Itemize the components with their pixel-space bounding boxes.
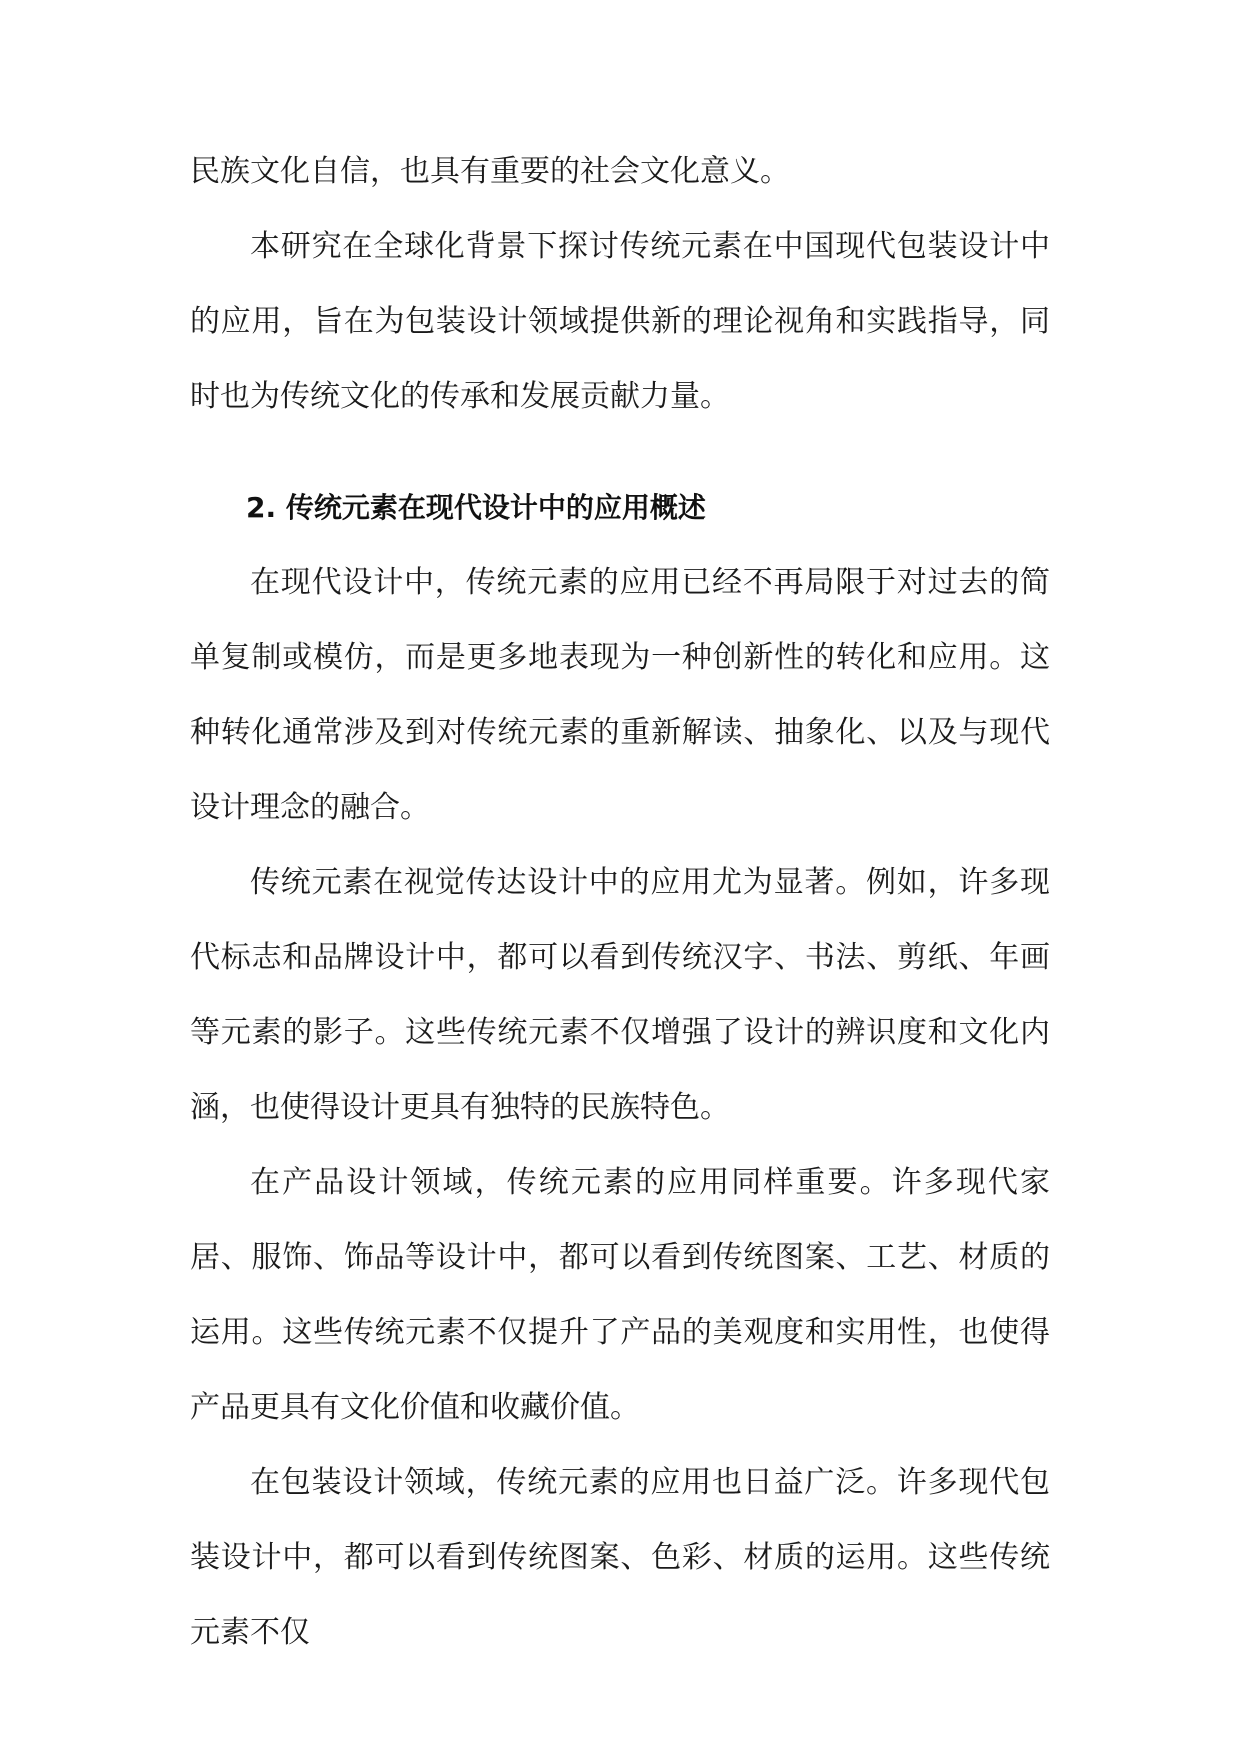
section-heading: 2. 传统元素在现代设计中的应用概述 xyxy=(246,491,706,524)
paragraph-modern-design: 在现代设计中，传统元素的应用已经不再局限于对过去的简单复制或模仿，而是更多地表现为一种创新性的转化和应用。这种转化通常涉及到对传统元素的重新解读、抽象化、以及与现代设计理念的融合。 xyxy=(190,565,1050,825)
paragraph-continuation: 民族文化自信，也具有重要的社会文化意义。 xyxy=(190,154,790,189)
paragraph-research-purpose: 本研究在全球化背景下探讨传统元素在中国现代包装设计中的应用，旨在为包装设计领域提供新的理论视角和实践指导，同时也为传统文化的传承和发展贡献力量。 xyxy=(190,229,1050,414)
paragraph-product-design: 在产品设计领域，传统元素的应用同样重要。许多现代家居、服饰、饰品等设计中，都可以看到传统图案、工艺、材质的运用。这些传统元素不仅提升了产品的美观度和实用性，也使得产品更具有文化价值和收藏价值。 xyxy=(190,1165,1050,1425)
section-2-block xyxy=(190,470,1050,1670)
paragraph-packaging-design: 在包装设计领域，传统元素的应用也日益广泛。许多现代包装设计中，都可以看到传统图案、色彩、材质的运用。这些传统元素不仅 xyxy=(190,1465,1050,1650)
paragraph-visual-communication: 传统元素在视觉传达设计中的应用尤为显著。例如，许多现代标志和品牌设计中，都可以看到传统汉字、书法、剪纸、年画等元素的影子。这些传统元素不仅增强了设计的辨识度和文化内涵，也使得设计更具有独特的民族特色。 xyxy=(190,865,1050,1125)
intro-text-block xyxy=(190,134,1050,434)
